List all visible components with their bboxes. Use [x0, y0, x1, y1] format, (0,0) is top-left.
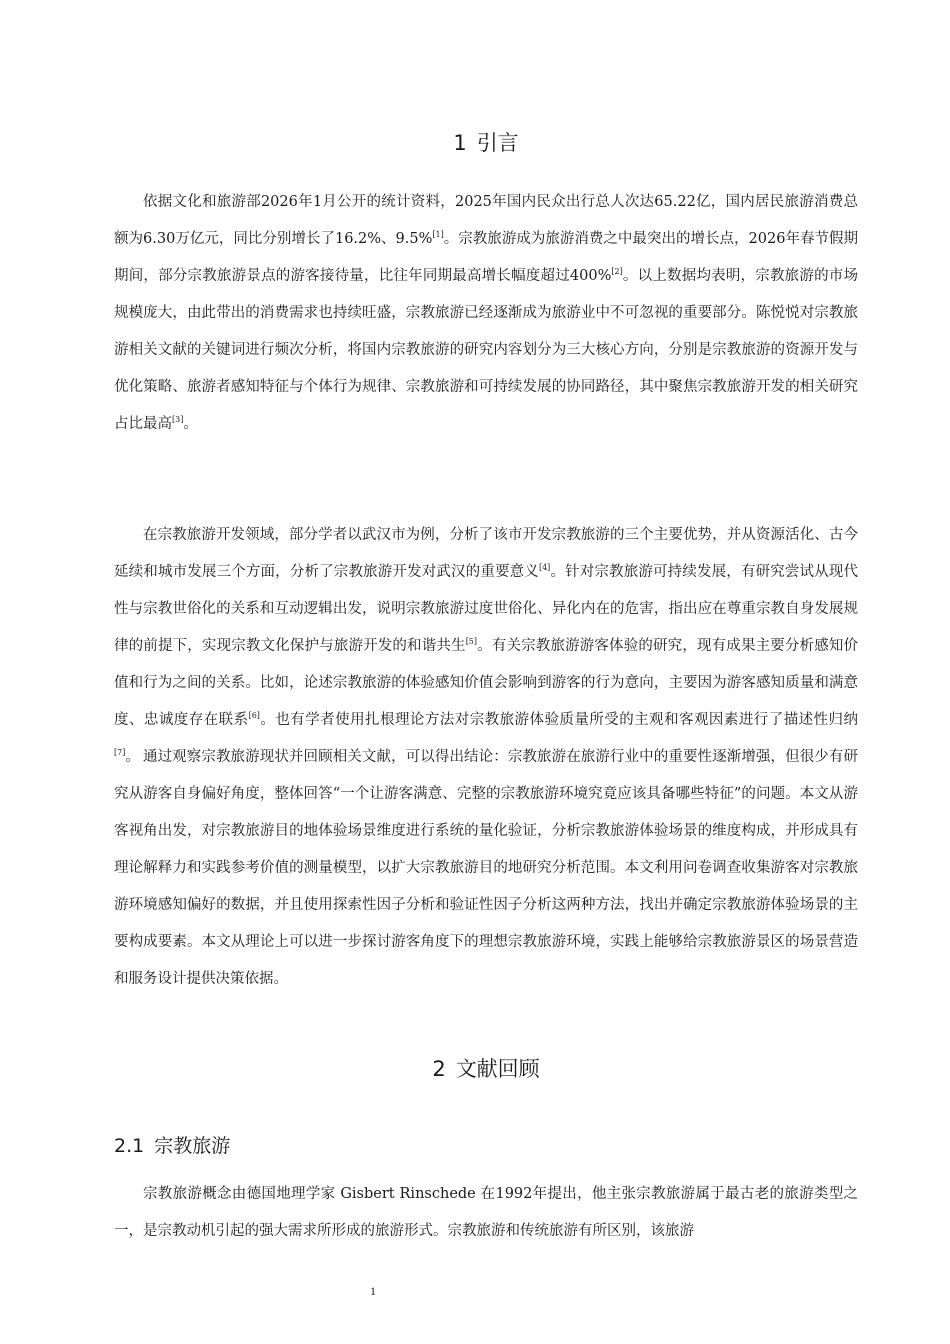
citation-ref: [2] [611, 267, 623, 276]
section-heading-2 [114, 1053, 858, 1083]
page-number: 1 [370, 1284, 376, 1298]
paragraph-text: 。 [125, 749, 140, 765]
paragraph-4 [114, 1176, 858, 1250]
citation-ref: [1] [432, 230, 444, 239]
paragraph-text: 通过观察宗教旅游现状并回顾相关文献，可以得出结论：宗教旅游在旅游行业中的重要性逐渐增强，但很少有研究从游客自身偏好角度，整体回答“一个让游客满意、完整的宗教旅游环境究竟应该具备哪些特征”的问题。本文从游客视角出发，对宗教旅游目的地体验场景维度进行系统的量化验证，分析宗教旅游体验场景的维度构成，并形成具有理论解释力和实践参考价值的测量模型，以扩大宗教旅游目的地研究分析范围。本文利用问卷调查收集游客对宗教旅游环境感知偏好的数据，并且使用探索性因子分析和验证性因子分析这两种方法，找出并确定宗教旅游体验场景的主要构成要素。本文从理论上可以进一步探讨游客角度下的理想宗教旅游环境，实践上能够给宗教旅游景区的场景营造和服务设计提供决策依据。 [114, 749, 858, 987]
citation-ref: [5] [465, 637, 478, 646]
subsection-title: 宗教旅游 [154, 1135, 231, 1157]
section-number: 2 [432, 1057, 446, 1081]
paragraph-text: 。宗教旅游成为旅游消费之中最突出的增长点，2026年春节假期期间，部分宗教旅游景点的游客接待量，比往年同期最高增长幅度超过400% [114, 231, 859, 284]
paragraph-text: 宗教旅游概念由德国地理学家 Gisbert Rinschede 在1992年提出，他主张宗教旅游属于最古老的旅游类型之一，是宗教动机引起的强大需求所形成的旅游形式。宗教旅游和传统旅游有所区别，该旅游 [114, 1186, 858, 1239]
section-title: 引言 [476, 131, 519, 155]
section-heading-1 [114, 127, 858, 157]
subsection-heading-2-1 [114, 1131, 230, 1158]
citation-ref: [6] [248, 711, 260, 720]
paragraph-text: 。以上数据均表明，宗教旅游的市场规模庞大，由此带出的消费需求也持续旺盛，宗教旅游已经逐渐成为旅游业中不可忽视的重要部分。陈悦悦对宗教旅游相关文献的关键词进行频次分析，将国内宗教旅游的研究内容划分为三大核心方向，分别是宗教旅游的资源开发与优化策略、旅游者感知特征与个体行为规律、宗教旅游和可持续发展的协同路径，其中聚焦宗教旅游开发的相关研究占比最高 [114, 268, 859, 432]
paragraph-text: 在宗教旅游开发领域，部分学者以武汉市为例，分析了该市开发宗教旅游的三个主要优势，并从资源活化、古今延续和城市发展三个方面，分析了宗教旅游开发对武汉的重要意义 [114, 527, 858, 580]
paragraph-3 [114, 739, 858, 998]
paragraph-text: 。也有学者使用扎根理论方法对宗教旅游体验质量所受的主观和客观因素进行了描述性归纳 [259, 712, 859, 728]
paragraph-2 [114, 517, 858, 776]
paragraph-text: 依据文化和旅游部2026年1月公开的统计资料，2025年国内民众出行总人次达65.22亿，国内居民旅游消费总额为6.30万亿元，同比分别增长了16.2%、9.5% [114, 194, 858, 247]
paragraph-text: 。针对宗教旅游可持续发展，有研究尝试从现代性与宗教世俗化的关系和互动逻辑出发，说明宗教旅游过度世俗化、异化内在的危害，指出应在尊重宗教自身发展规律的前提下，实现宗教文化保护与旅游开发的和谐共生 [114, 564, 859, 654]
subsection-number: 2.1 [114, 1135, 145, 1157]
paragraph-text: 。 [183, 416, 198, 432]
paragraph-1 [114, 184, 858, 443]
citation-ref: [7] [114, 748, 126, 757]
paragraph-text: 。有关宗教旅游游客体验的研究，现有成果主要分析感知价值和行为之间的关系。比如，论述宗教旅游的体验感知价值会影响到游客的行为意向，主要因为游客感知质量和满意度、忠诚度存在联系 [114, 638, 859, 728]
section-title: 文献回顾 [455, 1057, 540, 1081]
citation-ref: [4] [538, 563, 551, 572]
citation-ref: [3] [172, 415, 184, 424]
section-number: 1 [453, 131, 467, 155]
